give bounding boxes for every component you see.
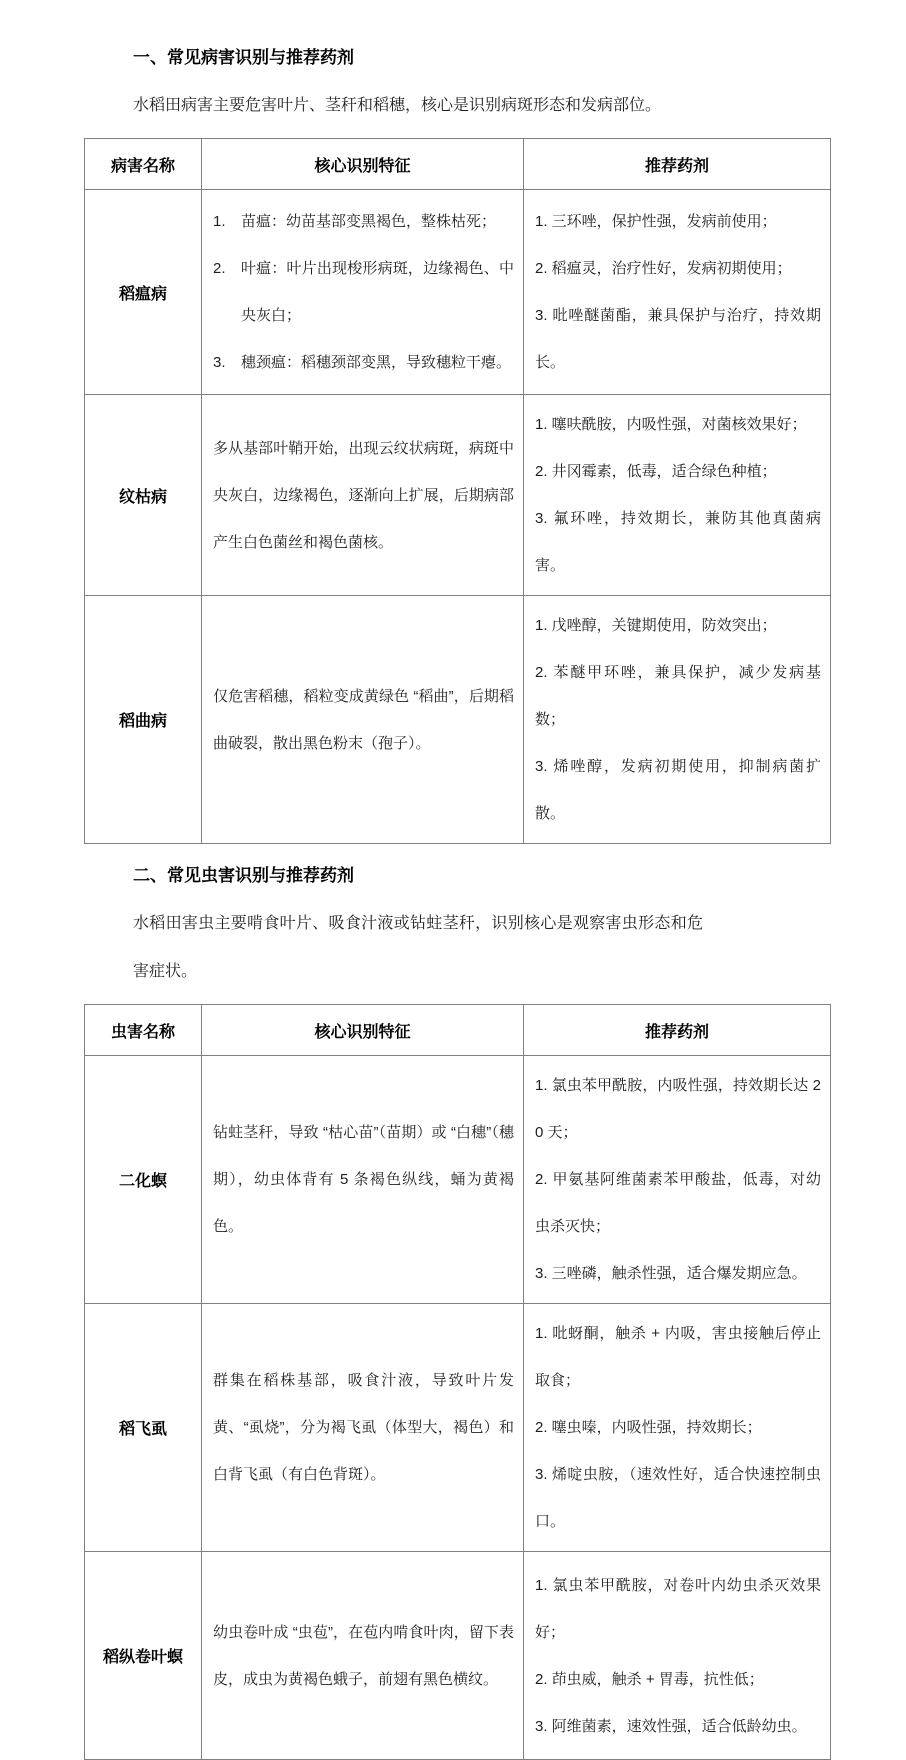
drug-item: 1. 戊唑醇，关键期使用，防效突出； [535,617,777,634]
drug-item: 2. 苯醚甲环唑，兼具保护，减少发病基数； [535,664,821,728]
pest-name: 二化螟 [85,1056,202,1304]
feature-text: 穗颈瘟：稻穗颈部变黑，导致穗粒干瘪。 [241,354,512,371]
features-cell [202,1304,524,1552]
features-cell [202,1056,524,1304]
disease-name: 稻曲病 [85,596,202,844]
drugs-cell [524,1056,831,1304]
drug-item: 3. 氟环唑，持效期长，兼防其他真菌病害。 [535,510,821,574]
drug-item: 2. 噻虫嗪，内吸性强，持效期长； [535,1419,762,1436]
list-number: 1. [213,213,226,230]
disease-table [84,138,831,844]
header-cell-drugs: 推荐药剂 [524,1005,831,1056]
disease-name: 稻瘟病 [85,190,202,395]
feature-item [213,198,514,245]
feature-text: 苗瘟：幼苗基部变黑褐色，整株枯死； [241,213,497,230]
drugs-cell [524,190,831,395]
section-2-heading: 二、常见虫害识别与推荐药剂 [133,866,354,885]
drug-item: 2. 井冈霉素，低毒，适合绿色种植； [535,463,777,480]
drug-item: 3. 吡唑醚菌酯，兼具保护与治疗，持效期长。 [535,307,821,371]
feature-text: 仅危害稻穗，稻粒变成黄绿色 “稻曲”，后期稻曲破裂，散出黑色粉末（孢子）。 [213,687,514,752]
drug-item: 1. 氯虫苯甲酰胺，对卷叶内幼虫杀灭效果好； [535,1576,821,1641]
drug-item: 1. 氯虫苯甲酰胺，内吸性强，持效期长达 20 天； [535,1077,821,1141]
features-cell [202,1552,524,1760]
pest-table [84,1004,831,1760]
feature-text: 幼虫卷叶成 “虫苞”，在苞内啃食叶肉，留下表皮，成虫为黄褐色蛾子，前翅有黑色横纹。 [213,1623,514,1688]
pest-table-header-row [85,1005,831,1056]
feature-text: 叶瘟：叶片出现梭形病斑，边缘褐色、中央灰白； [241,260,514,324]
table-row-daoqubing [85,596,831,844]
drugs-cell [524,1304,831,1552]
drug-item: 3. 烯唑醇，发病初期使用，抑制病菌扩散。 [535,758,821,822]
drug-item: 1. 噻呋酰胺，内吸性强，对菌核效果好； [535,416,807,433]
section-1-heading: 一、常见病害识别与推荐药剂 [133,48,354,67]
header-cell-drugs: 推荐药剂 [524,139,831,190]
section-1-intro: 水稻田病害主要危害叶片、茎秆和稻穗，核心是识别病斑形态和发病部位。 [133,97,662,114]
disease-name: 纹枯病 [85,395,202,596]
table-row-wenkubing [85,395,831,596]
pest-name: 稻纵卷叶螟 [85,1552,202,1760]
feature-item [213,339,514,386]
section-pests [84,862,906,1760]
list-number: 3. [213,354,226,371]
drug-item: 1. 三环唑，保护性强，发病前使用； [535,213,777,230]
section-2-intro: 水稻田害虫主要啃食叶片、吸食汁液或钻蛀茎秆，识别核心是观察害虫形态和危害症状。 [133,915,703,980]
drug-item: 2. 甲氨基阿维菌素苯甲酸盐，低毒，对幼虫杀灭快； [535,1171,821,1235]
pest-name: 稻飞虱 [85,1304,202,1552]
header-cell-disease-name: 病害名称 [85,139,202,190]
feature-item [213,245,514,339]
drug-item: 2. 茚虫威，触杀 + 胃毒，抗性低； [535,1670,764,1688]
drugs-cell [524,596,831,844]
table-row-daofeishi [85,1304,831,1552]
features-cell [202,395,524,596]
feature-text: 多从基部叶鞘开始，出现云纹状病斑，病斑中央灰白，边缘褐色，逐渐向上扩展，后期病部产生白色菌丝和褐色菌核。 [213,439,514,551]
table-row-daozongjuanyeming [85,1552,831,1760]
disease-table-header-row [85,139,831,190]
header-cell-features: 核心识别特征 [202,139,524,190]
list-number: 2. [213,260,226,277]
feature-text: 钻蛀茎秆，导致 “枯心苗”（苗期）或 “白穗”（穗期），幼虫体背有 5 条褐色纵线，蛹为黄褐色。 [213,1124,514,1235]
table-row-erhuaming [85,1056,831,1304]
drugs-cell [524,395,831,596]
drugs-cell [524,1552,831,1760]
drug-item: 3. 三唑磷，触杀性强，适合爆发期应急。 [535,1265,807,1282]
feature-text: 群集在稻株基部，吸食汁液，导致叶片发黄、“虱烧”，分为褐飞虱（体型大，褐色）和白背飞虱（有白色背斑）。 [213,1372,514,1483]
section-diseases [84,44,906,844]
drug-item: 1. 吡蚜酮，触杀 + 内吸，害虫接触后停止取食； [535,1325,821,1389]
table-row-daowenbing [85,190,831,395]
features-cell [202,596,524,844]
drug-item: 3. 烯啶虫胺，（速效性好，适合快速控制虫口。 [535,1466,821,1530]
features-cell [202,190,524,395]
header-cell-features: 核心识别特征 [202,1005,524,1056]
drug-item: 2. 稻瘟灵，治疗性好，发病初期使用； [535,260,792,277]
drug-item: 3. 阿维菌素，速效性强，适合低龄幼虫。 [535,1717,807,1735]
header-cell-pest-name: 虫害名称 [85,1005,202,1056]
